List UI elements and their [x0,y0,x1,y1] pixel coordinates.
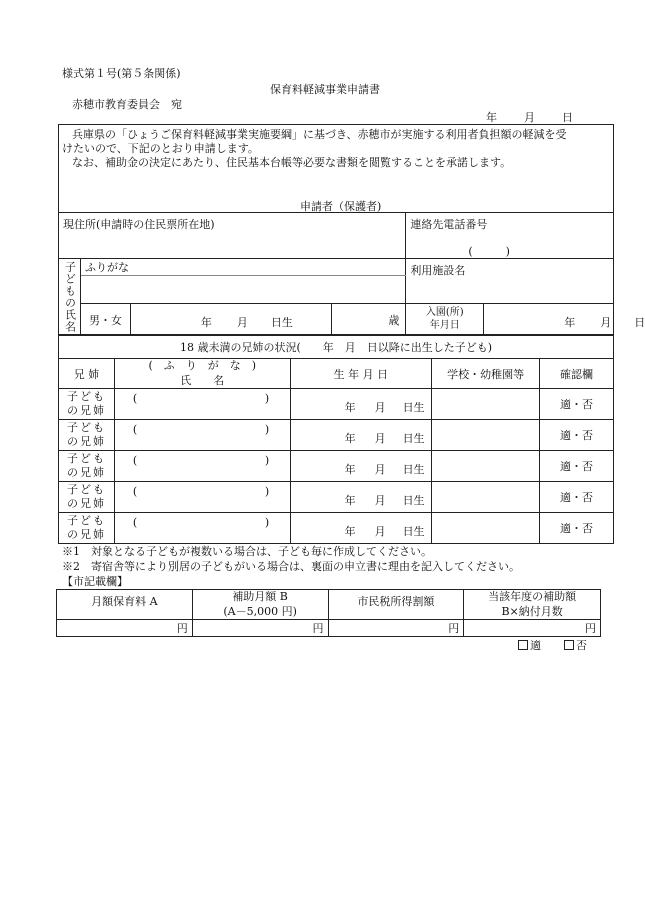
sibling-label-2: の兄姉 [66,466,106,479]
city-table [56,589,601,637]
row-year: 年 [344,401,356,414]
col-b-line-2: (A－5,000 円) [223,604,297,618]
entry-label-2: 年月日 [429,319,460,331]
entry-year-label: 年 [564,316,576,329]
col-name-furigana: ( ふ り が な ) [148,359,257,373]
row-month: 月 [374,401,386,414]
sibling-name-cell[interactable] [114,420,290,451]
age-cell[interactable] [332,304,406,336]
date-day-label: 日 [562,111,573,124]
entry-date-label-cell [406,304,484,336]
yen-unit: 円 [585,622,596,635]
col-name [114,359,290,389]
phone-cell[interactable] [406,213,614,259]
child-birthdate-cell[interactable] [130,304,332,336]
paren-close: ) [264,454,270,467]
yen-unit: 円 [312,622,324,635]
sibling-label-cell [59,513,115,544]
child-furigana-cell[interactable] [80,259,405,276]
annual-subsidy-value[interactable] [464,620,601,637]
sibling-label-1: 子ども [66,452,106,466]
col-birth: 生 年 月 日 [290,359,432,389]
sibling-label-2: の兄姉 [66,497,106,510]
col-tax: 市民税所得割額 [328,590,464,620]
gender-options: 男・女 [88,313,122,327]
col-annual-subsidy [464,590,601,620]
sibling-label-2: の兄姉 [66,528,106,541]
sibling-confirm-cell[interactable] [540,513,614,544]
check-ng[interactable] [564,640,587,651]
sibling-label-1: 子ども [66,390,106,404]
sibling-school-cell[interactable] [432,451,540,482]
sibling-label-1: 子ども [66,514,106,528]
col-confirm: 確認欄 [540,359,614,389]
check-ok[interactable] [518,640,541,651]
gender-cell[interactable] [80,304,130,336]
age-unit: 歳 [388,313,400,327]
paren-open: ( [132,392,138,405]
row-day: 日生 [402,525,425,538]
sibling-label-2: の兄姉 [66,435,106,448]
confirm-options: 適・否 [560,398,594,411]
col-b-line-1: 補助月額 B [232,590,288,604]
col-subsidy-month [192,590,328,620]
address-cell[interactable] [59,213,406,259]
phone-label: 連絡先電話番号 [410,218,488,231]
col-sibling: 兄 姉 [59,359,115,389]
row-month: 月 [374,463,386,476]
sibling-label-cell [59,451,115,482]
applicant-label: 申請者（保護者) [300,200,382,213]
sibling-confirm-cell[interactable] [540,420,614,451]
phone-area-code: ( ) [468,245,510,258]
facility-label: 利用施設名 [410,264,466,277]
sibling-school-cell[interactable] [432,420,540,451]
sibling-confirm-cell[interactable] [540,482,614,513]
sibling-birth-cell[interactable] [290,513,432,544]
yen-unit: 円 [448,622,460,635]
siblings-table [58,334,614,544]
note-2: ※2 寄宿舎等により別居の子どもがいる場合は、裏面の申立書に理由を記入してください。 [62,560,520,573]
entry-day-label: 日 [634,316,645,329]
confirm-options: 適・否 [560,460,594,473]
child-name-side-label: 子どもの氏名 [59,259,81,336]
form-title: 保育料軽減事業申請書 [270,83,380,96]
sibling-school-cell[interactable] [432,389,540,420]
sibling-label-cell [59,420,115,451]
paren-open: ( [132,485,138,498]
confirm-options: 適・否 [560,522,594,535]
entry-date-cell[interactable] [484,304,645,336]
sibling-confirm-cell[interactable] [540,451,614,482]
sibling-name-cell[interactable] [114,513,290,544]
subsidy-month-value[interactable] [192,620,328,637]
sibling-birth-cell[interactable] [290,451,432,482]
sibling-label-cell [59,389,115,420]
sibling-school-cell[interactable] [432,482,540,513]
facility-cell[interactable] [406,259,614,304]
row-year: 年 [344,463,356,476]
entry-month-label: 月 [600,316,612,329]
row-day: 日生 [402,432,425,445]
date-year-label: 年 [486,111,497,124]
sibling-confirm-cell[interactable] [540,389,614,420]
siblings-heading: 18 歳未満の兄姉の状況( 年 月 日以降に出生した子ども) [59,335,614,359]
paren-close: ) [264,392,270,405]
intro-line-2: けたいので、下記のとおり申請します。 [62,142,259,155]
paren-open: ( [132,516,138,529]
confirm-options: 適・否 [560,429,594,442]
city-section-heading: 【市記載欄】 [62,575,128,588]
check-ok-label: 適 [530,639,541,652]
addressee: 赤穂市教育委員会 宛 [72,98,182,111]
sibling-label-1: 子ども [66,421,106,435]
col-d-line-1: 当該年度の補助額 [488,590,577,604]
sibling-row [59,389,614,420]
row-year: 年 [344,525,356,538]
sibling-row [59,482,614,513]
paren-open: ( [132,423,138,436]
form-number: 様式第１号(第５条関係) [62,67,181,80]
monthly-fee-value[interactable] [57,620,193,637]
row-day: 日生 [402,494,425,507]
intro-line-1: 兵庫県の「ひょうご保育料軽減事業実施要綱」に基づき、赤穂市が実施する利用者負担額の軽減を受 [72,128,567,141]
row-month: 月 [374,525,386,538]
paren-close: ) [264,423,270,436]
row-day: 日生 [402,401,425,414]
furigana-label: ふりがな [84,261,129,274]
intro-line-3: なお、補助金の決定にあたり、住民基本台帳等必要な書類を閲覧することを承諾します。 [72,156,512,169]
sibling-school-cell[interactable] [432,513,540,544]
tax-value[interactable] [328,620,464,637]
checkbox-icon[interactable] [518,640,528,650]
sibling-birth-cell[interactable] [290,420,432,451]
row-year: 年 [344,432,356,445]
row-year: 年 [344,494,356,507]
col-monthly-fee: 月額保育料 A [57,590,193,620]
confirm-options: 適・否 [560,491,594,504]
sibling-row [59,420,614,451]
sibling-birth-cell[interactable] [290,389,432,420]
sibling-label-1: 子ども [66,483,106,497]
applicant-table [58,212,645,336]
row-month: 月 [374,432,386,445]
birth-month-label: 月 [236,316,248,329]
checkbox-icon[interactable] [564,640,574,650]
paren-open: ( [132,454,138,467]
sibling-name-cell[interactable] [114,482,290,513]
address-label: 現住所(申請時の住民票所在地) [63,218,215,231]
sibling-birth-cell[interactable] [290,482,432,513]
child-name-cell[interactable] [80,276,405,304]
sibling-label-cell [59,482,115,513]
col-school: 学校・幼稚園等 [432,359,540,389]
entry-label-1: 入園(所) [425,307,464,318]
row-day: 日生 [402,463,425,476]
paren-close: ) [264,485,270,498]
date-month-label: 月 [524,111,535,124]
yen-unit: 円 [176,622,188,635]
sibling-label-2: の兄姉 [66,404,106,417]
birth-year-label: 年 [200,316,212,329]
check-ng-label: 否 [576,639,587,652]
col-d-line-2: B×納付月数 [501,604,563,618]
row-month: 月 [374,494,386,507]
paren-close: ) [264,516,270,529]
col-name-label: 氏 名 [180,373,225,387]
sibling-row [59,513,614,544]
sibling-name-cell[interactable] [114,389,290,420]
note-1: ※1 対象となる子どもが複数いる場合は、子ども毎に作成してください。 [62,545,432,558]
sibling-row [59,451,614,482]
sibling-name-cell[interactable] [114,451,290,482]
birth-day-label: 日生 [270,316,293,329]
